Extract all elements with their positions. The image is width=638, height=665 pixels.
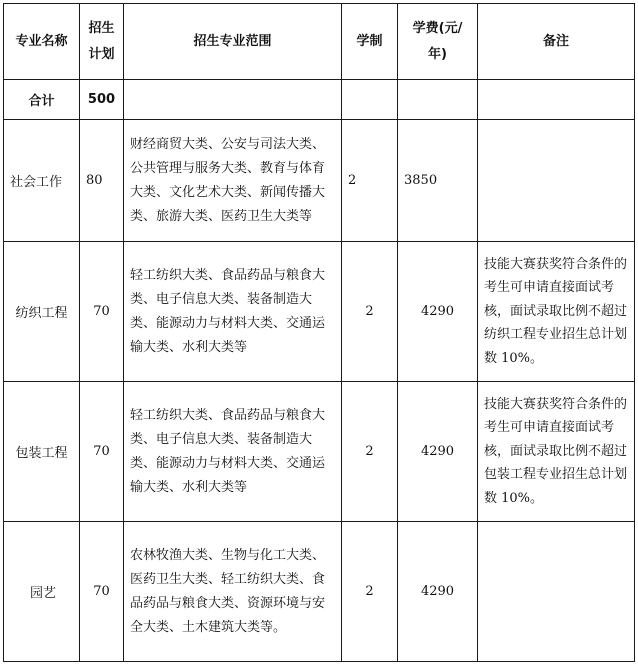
header-remark: 备注: [478, 4, 635, 80]
row-major: 社会工作: [4, 120, 80, 242]
row-years: 2: [342, 522, 398, 662]
table-row: [4, 382, 635, 522]
header-years: 学制: [342, 4, 398, 80]
row-plan: 70: [80, 242, 124, 382]
row-years: 2: [342, 382, 398, 522]
table-row: [4, 522, 635, 662]
row-plan: 70: [80, 382, 124, 522]
row-fee: 4290: [398, 382, 478, 522]
row-scope: 轻工纺织大类、食品药品与粮食大类、电子信息大类、装备制造大类、能源动力与材料大类、交通运输大类、水利大类等: [124, 382, 342, 522]
header-fee: 学费(元/年): [398, 4, 478, 80]
header-major: 专业名称: [4, 4, 80, 80]
table-row: [4, 120, 635, 242]
row-fee: 4290: [398, 242, 478, 382]
header-scope: 招生专业范围: [124, 4, 342, 80]
total-row: [4, 80, 635, 120]
total-label: 合计: [4, 80, 80, 120]
row-major: 包装工程: [4, 382, 80, 522]
row-fee: 4290: [398, 522, 478, 662]
row-years: 2: [342, 242, 398, 382]
header-row: [4, 4, 635, 80]
total-value: 500: [80, 80, 124, 120]
row-plan: 80: [80, 120, 124, 242]
row-scope: 轻工纺织大类、食品药品与粮食大类、电子信息大类、装备制造大类、能源动力与材料大类、交通运输大类、水利大类等: [124, 242, 342, 382]
header-plan: 招生计划: [80, 4, 124, 80]
row-remark: 技能大赛获奖符合条件的考生可申请直接面试考核，面试录取比例不超过纺织工程专业招生总计划数 10%。: [478, 242, 635, 382]
row-scope: 财经商贸大类、公安与司法大类、公共管理与服务大类、教育与体育大类、文化艺术大类、新闻传播大类、旅游大类、医药卫生大类等: [124, 120, 342, 242]
table-row: [4, 242, 635, 382]
row-scope: 农林牧渔大类、生物与化工大类、医药卫生大类、轻工纺织大类、食品药品与粮食大类、资源环境与安全大类、土木建筑大类等。: [124, 522, 342, 662]
row-years: 2: [342, 120, 398, 242]
row-remark: 技能大赛获奖符合条件的考生可申请直接面试考核，面试录取比例不超过包装工程专业招生总计划数 10%。: [478, 382, 635, 522]
row-remark: [478, 120, 635, 242]
row-fee: 3850: [398, 120, 478, 242]
row-major: 纺织工程: [4, 242, 80, 382]
enrollment-table: [3, 3, 635, 662]
row-remark: [478, 522, 635, 662]
row-plan: 70: [80, 522, 124, 662]
row-major: 园艺: [4, 522, 80, 662]
